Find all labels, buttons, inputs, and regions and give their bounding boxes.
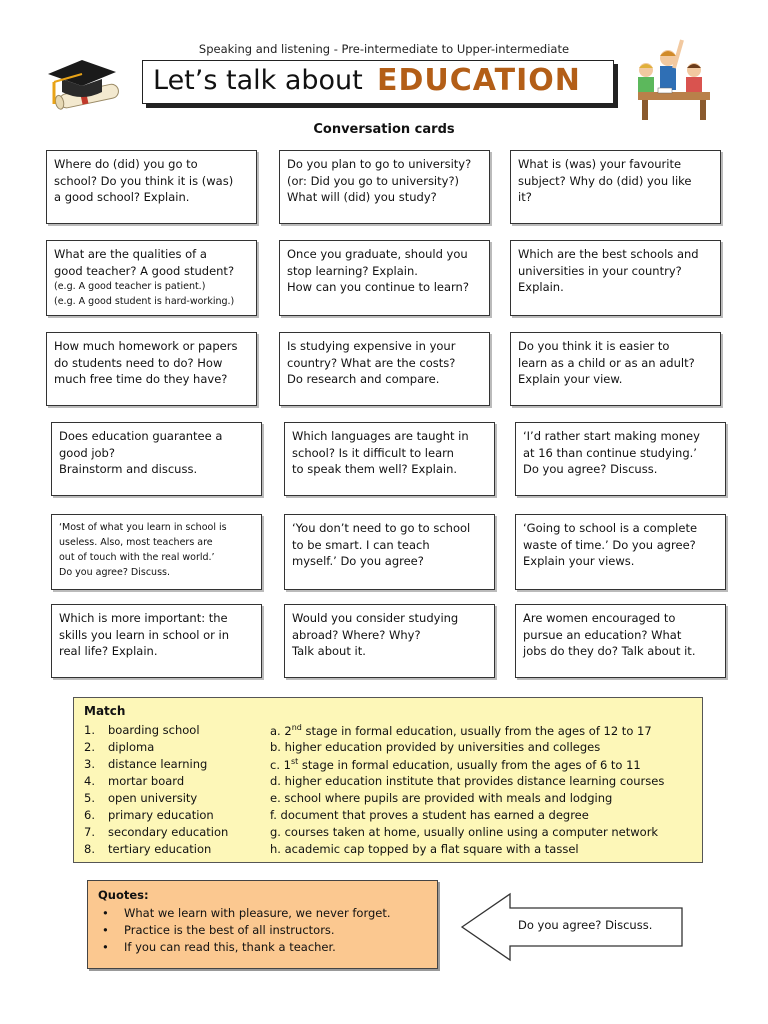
card-line: Is studying expensive in your [287,339,456,353]
card-line: Do research and compare. [287,372,440,386]
card-small-line: Do you agree? Discuss. [59,567,170,578]
card-line: ‘Going to school is a complete [523,521,698,535]
match-definition [270,723,652,738]
match-row [84,757,694,774]
match-row [84,842,694,859]
match-term: boarding school [108,723,200,737]
match-definition [270,842,579,856]
card-line: real life? Explain. [59,644,158,658]
card-line: to speak them well? Explain. [292,462,458,476]
conversation-card [284,422,495,496]
definition-text: a. 2 [270,723,292,738]
card-line: Once you graduate, should you [287,247,468,261]
card-line: it? [518,190,532,204]
quote-item [102,906,391,920]
conversation-card [46,332,257,406]
conversation-card [279,150,490,224]
card-line: universities in your country? [518,263,682,278]
card-line: (or: Did you go to university?) [287,173,460,188]
conversation-card [284,514,495,590]
match-row [84,791,694,808]
match-term: mortar board [108,774,185,788]
conversation-card [515,514,726,590]
match-row [84,774,694,791]
card-line: Explain your view. [518,372,623,386]
card-line: Are women encouraged to [523,611,676,625]
card-small-line: ‘Most of what you learn in school is [59,522,227,533]
bullet-icon: • [102,923,109,937]
conversation-card [515,422,726,496]
card-line: What are the qualities of a [54,247,207,261]
match-heading: Match [84,704,126,718]
page-subtitle: Speaking and listening - Pre-intermediate to Upper-intermediate [198,42,570,56]
card-line: to be smart. I can teach [292,537,430,552]
title-main: Let’s talk about [153,65,363,96]
card-line: do students need to do? How [54,355,223,370]
match-exercise [73,697,703,863]
card-line: subject? Why do (did) you like [518,173,692,188]
match-definition [270,791,612,805]
conversation-card [510,240,721,316]
classroom-students-icon [628,36,720,122]
quote-text: If you can read this, thank a teacher. [124,940,336,954]
card-line: Explain your views. [523,554,635,568]
title-banner [142,60,614,104]
card-line: Which are the best schools and [518,247,699,261]
match-row [84,723,694,740]
card-line: Which languages are taught in [292,429,469,443]
conversation-cards-heading: Conversation cards [313,122,455,137]
match-row [84,808,694,825]
card-line: good job? [59,445,115,460]
graduation-cap-icon [44,52,130,114]
card-line: jobs do they do? Talk about it. [523,644,696,658]
card-line: Would you consider studying [292,611,459,625]
definition-text: stage in formal education, usually from the ages of 12 to 17 [301,723,652,738]
definition-text: h. academic cap topped by a flat square with a tassel [270,842,579,856]
conversation-card [510,332,721,406]
card-line: country? What are the costs? [287,355,456,370]
card-line: learn as a child or as an adult? [518,355,695,370]
title-accent: EDUCATION [377,63,581,98]
definition-text: c. 1 [270,757,291,772]
card-line: school? Is it difficult to learn [292,445,454,460]
card-line: What will (did) you study? [287,190,437,204]
conversation-card [46,150,257,224]
card-small-line: out of touch with the real world.’ [59,552,215,563]
card-line: Which is more important: the [59,611,228,625]
match-number: 6. [84,808,95,822]
bullet-icon: • [102,906,109,920]
arrow-prompt-text: Do you agree? Discuss. [518,918,653,932]
card-line: stop learning? Explain. [287,263,418,278]
quote-item [102,940,336,954]
match-term: open university [108,791,198,805]
card-line: How much homework or papers [54,339,238,353]
match-number: 1. [84,723,95,737]
card-line: a good school? Explain. [54,190,190,204]
match-row [84,825,694,842]
card-small-line: (e.g. A good teacher is patient.) [54,281,206,292]
definition-text: b. higher education provided by universities and colleges [270,740,601,754]
conversation-card [51,604,262,678]
conversation-card [510,150,721,224]
ordinal-suffix: st [290,757,299,766]
match-number: 5. [84,791,95,805]
card-line: What is (was) your favourite [518,157,682,171]
match-term: tertiary education [108,842,212,856]
quotes-heading: Quotes: [98,888,149,902]
quote-text: What we learn with pleasure, we never forget. [124,906,391,920]
conversation-card [515,604,726,678]
card-line: Explain. [518,280,564,294]
card-line: Where do (did) you go to [54,157,198,171]
ordinal-suffix: nd [291,723,302,732]
conversation-card [279,240,490,316]
card-line: Do you plan to go to university? [287,157,472,171]
card-line: good teacher? A good student? [54,263,235,278]
match-term: secondary education [108,825,229,839]
match-definition [270,825,658,839]
card-small-line: (e.g. A good student is hard-working.) [54,296,235,307]
match-definition [270,757,641,772]
card-line: myself.’ Do you agree? [292,554,424,568]
card-line: school? Do you think it is (was) [54,173,234,188]
card-line: pursue an education? What [523,627,682,642]
card-line: at 16 than continue studying.’ [523,445,697,460]
definition-text: d. higher education institute that provides distance learning courses [270,774,665,788]
match-number: 3. [84,757,95,771]
card-line: Brainstorm and discuss. [59,462,198,476]
definition-text: g. courses taken at home, usually online using a computer network [270,825,659,839]
card-line: abroad? Where? Why? [292,627,421,642]
card-line: skills you learn in school or in [59,627,230,642]
definition-text: f. document that proves a student has earned a degree [270,808,589,822]
match-definition [270,774,664,788]
match-number: 4. [84,774,95,788]
match-definition [270,808,589,822]
card-line: waste of time.’ Do you agree? [523,537,696,552]
conversation-card [284,604,495,678]
match-term: primary education [108,808,214,822]
bullet-icon: • [102,940,109,954]
match-number: 7. [84,825,95,839]
definition-text: e. school where pupils are provided with meals and lodging [270,791,613,805]
quote-item [102,923,335,937]
conversation-card [46,240,257,316]
card-line: Does education guarantee a [59,429,223,443]
card-line: much free time do they have? [54,372,228,386]
card-line: Talk about it. [292,644,366,658]
conversation-card [279,332,490,406]
match-row [84,740,694,757]
conversation-card [51,514,262,590]
card-line: How can you continue to learn? [287,280,469,294]
card-line: ‘I’d rather start making money [523,429,700,443]
definition-text: stage in formal education, usually from the ages of 6 to 11 [298,757,641,772]
card-line: Do you agree? Discuss. [523,462,658,476]
match-term: diploma [108,740,155,754]
card-line: Do you think it is easier to [518,339,670,353]
match-definition [270,740,600,754]
card-small-line: useless. Also, most teachers are [59,537,213,548]
quote-text: Practice is the best of all instructors. [124,923,335,937]
quotes-box [87,880,438,969]
conversation-card [51,422,262,496]
match-number: 2. [84,740,95,754]
card-line: ‘You don’t need to go to school [292,521,471,535]
match-number: 8. [84,842,95,856]
match-term: distance learning [108,757,208,771]
